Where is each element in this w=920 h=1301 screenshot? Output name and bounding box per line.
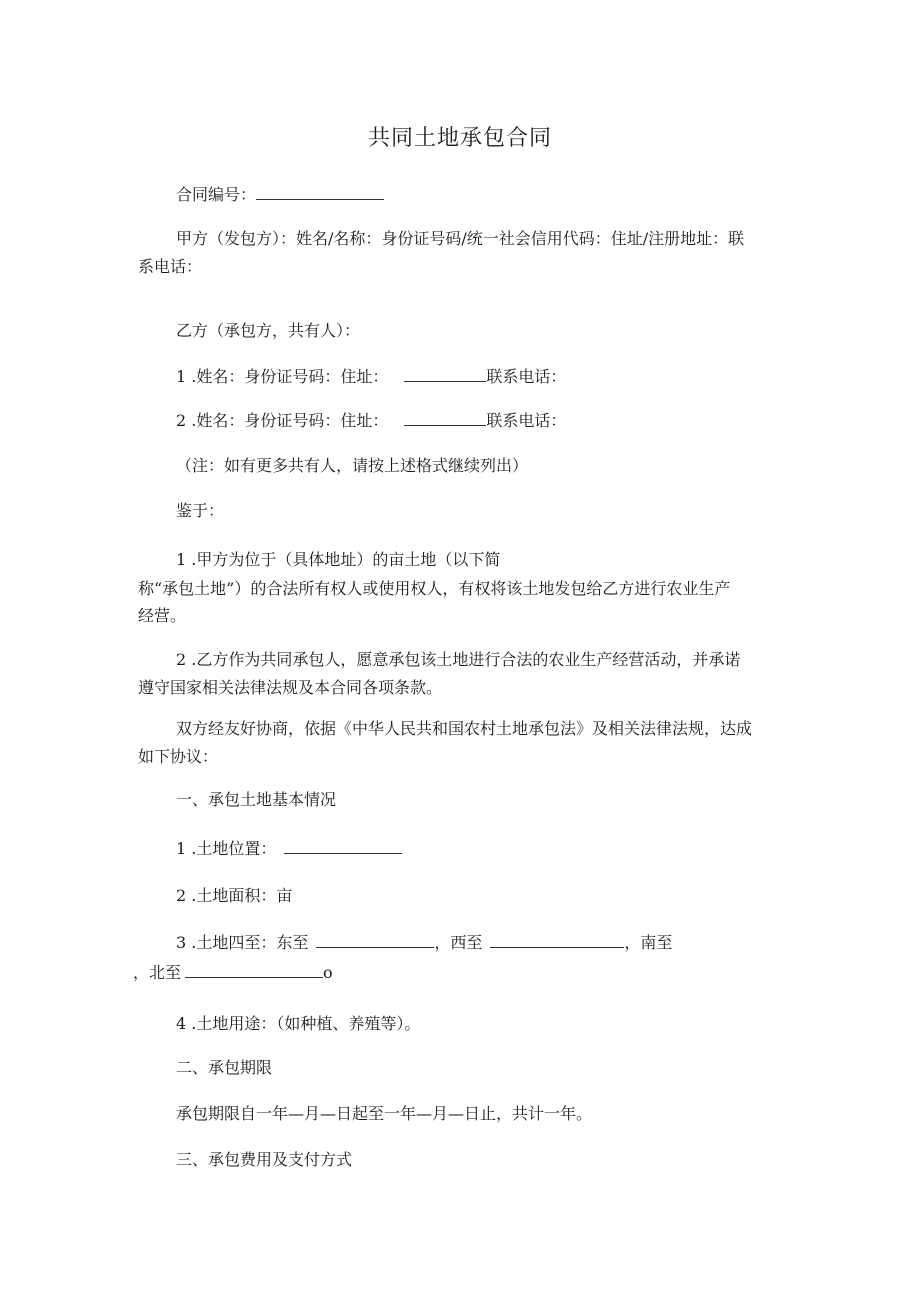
section-2-heading: 二、承包期限 xyxy=(176,1058,273,1077)
party-b-item-1-blank xyxy=(404,365,486,382)
contract-number-label: 合同编号： xyxy=(176,185,257,204)
whereas-item-2-line-2: 遵守国家相关法律法规及本合同各项条款。 xyxy=(138,678,443,697)
land-location-line xyxy=(176,834,402,864)
agreement-line-2: 如下协议： xyxy=(138,747,219,766)
whereas-item-1-line-3: 经营。 xyxy=(138,606,187,625)
party-b-item-2-blank xyxy=(404,409,486,426)
boundary-north-blank xyxy=(185,961,323,978)
land-area-line: 2 .土地面积：亩 xyxy=(176,886,293,905)
land-location-label: 1 .土地位置： xyxy=(176,839,277,858)
party-b-heading: 乙方（承包方，共有人）： xyxy=(176,321,361,340)
land-boundaries-line-1 xyxy=(176,928,672,958)
party-b-item-2 xyxy=(176,406,566,436)
boundary-east-blank xyxy=(316,931,434,948)
whereas-item-1-line-2: 称“承包土地”）的合法所有权人或使用权人，有权将该土地发包给乙方进行农业生产 xyxy=(138,579,731,598)
land-boundaries-line-2 xyxy=(133,958,333,988)
party-b-item-2-phone: 联系电话： xyxy=(486,411,567,430)
contract-number-blank xyxy=(256,183,384,200)
boundary-east-label: 3 .土地四至：东至 xyxy=(176,933,309,952)
party-b-item-2-text: 2 .姓名：身份证号码：住址： xyxy=(176,411,389,430)
party-b-item-1-phone: 联系电话： xyxy=(486,367,567,386)
section-3-heading: 三、承包费用及支付方式 xyxy=(176,1150,353,1169)
land-use-line: 4 .土地用途：（如种植、养殖等）。 xyxy=(176,1014,421,1033)
co-owner-note: （注：如有更多共有人，请按上述格式继续列出） xyxy=(176,456,529,475)
document-title: 共同土地承包合同 xyxy=(367,126,552,151)
party-a-line-2: 系电话： xyxy=(138,257,203,276)
boundary-north-label: ，北至 xyxy=(133,963,182,982)
agreement-line-1: 双方经友好协商，依据《中华人民共和国农村土地承包法》及相关法律法规，达成 xyxy=(176,719,753,738)
party-b-item-1-text: 1 .姓名：身份证号码：住址： xyxy=(176,367,389,386)
contract-number-line xyxy=(176,180,384,210)
land-location-blank xyxy=(284,837,402,854)
whereas-item-1-line-1: 1 .甲方为位于（具体地址）的亩土地（以下简 xyxy=(176,550,501,569)
boundary-south-label: ，南至 xyxy=(624,933,673,952)
whereas-item-2-line-1: 2 .乙方作为共同承包人，愿意承包该土地进行合法的农业生产经营活动，并承诺 xyxy=(176,650,741,669)
section-1-heading: 一、承包土地基本情况 xyxy=(176,790,337,809)
whereas-heading: 鉴于： xyxy=(176,501,225,520)
boundary-west-blank xyxy=(490,931,624,948)
term-text: 承包期限自一年—月—日起至一年—月—日止，共计一年。 xyxy=(176,1104,593,1123)
party-b-item-1 xyxy=(176,362,566,392)
boundary-west-label: ，西至 xyxy=(434,933,483,952)
boundary-end-mark: o xyxy=(323,963,333,982)
party-a-line-1: 甲方（发包方）：姓名/名称：身份证号码/统一社会信用代码：住址/注册地址：联 xyxy=(176,229,745,248)
